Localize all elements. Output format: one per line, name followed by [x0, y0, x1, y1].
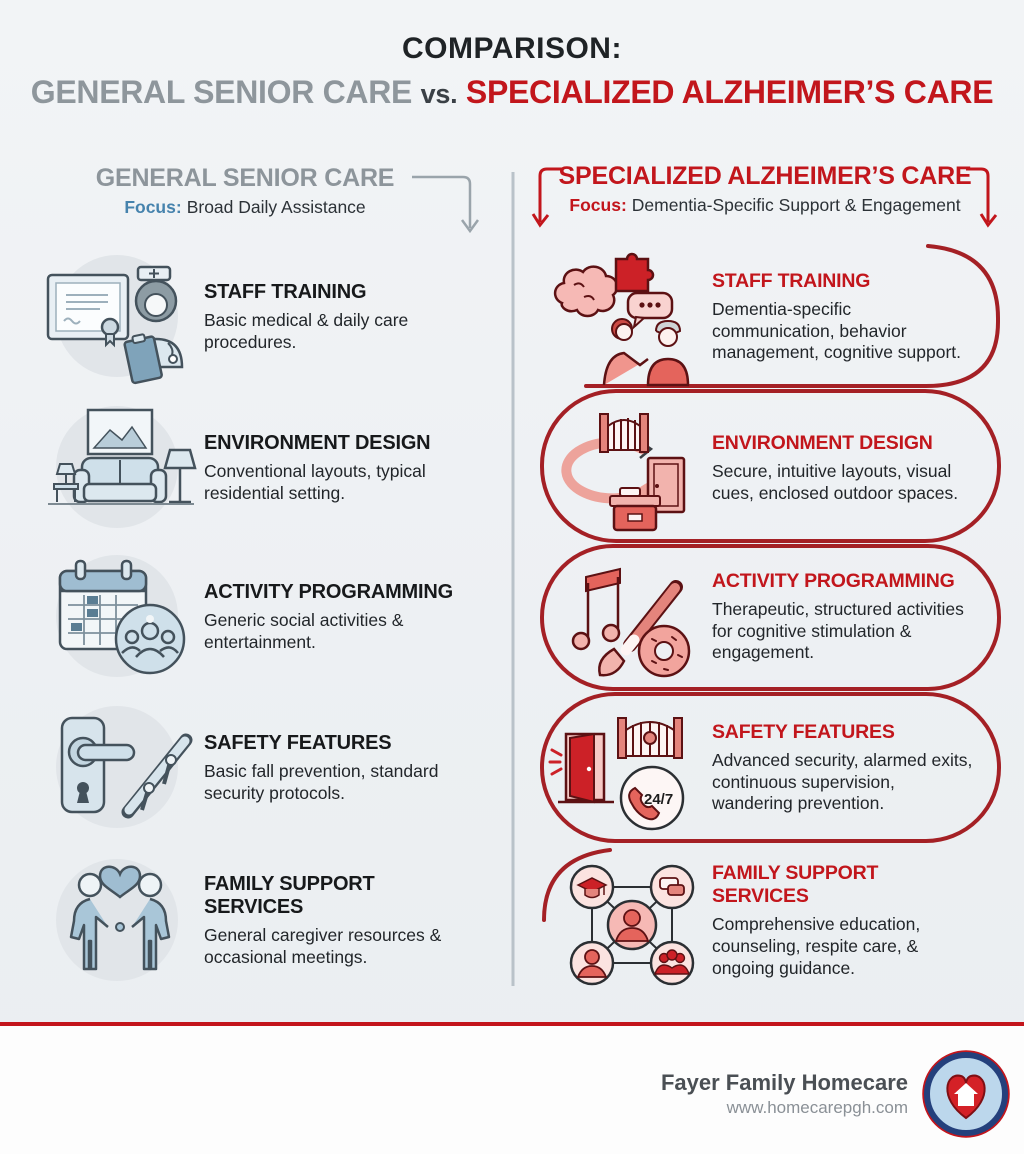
row-title: STAFF TRAINING — [204, 280, 367, 303]
door-handle-handrail-icon — [36, 698, 204, 838]
right-row-staff-training — [544, 243, 1002, 391]
brand-text — [661, 1070, 908, 1119]
row-text: Generic social activities & entertainment. — [204, 609, 404, 652]
certificate-nurse-icon — [36, 247, 204, 387]
right-row-safety-features — [544, 693, 1002, 843]
environment-left-text — [204, 432, 504, 504]
staff-training-right-text — [712, 270, 1002, 364]
left-row-activity-programming — [36, 543, 504, 691]
left-column-header — [30, 163, 460, 218]
activity-left-icon-zone — [36, 547, 204, 687]
staff-training-left-text — [204, 281, 504, 353]
safety-left-icon-zone — [36, 698, 204, 838]
staff-training-right-icon-zone — [544, 247, 712, 387]
family-left-icon-zone — [36, 851, 204, 991]
calendar-group-icon — [36, 547, 204, 687]
left-focus-label: Focus: — [124, 197, 182, 217]
brain-puzzle-communication-icon — [544, 247, 712, 387]
living-room-icon — [36, 398, 204, 538]
row-title: SAFETY FEATURES — [204, 731, 392, 754]
title-vs: vs. — [420, 78, 458, 109]
right-focus-label: Focus: — [569, 195, 627, 215]
right-row-family-support — [544, 845, 1002, 997]
safety-left-text — [204, 732, 504, 804]
left-row-environment-design — [36, 393, 504, 543]
heart-house-logo — [922, 1050, 1010, 1138]
title-comparison: COMPARISON: — [402, 32, 622, 65]
row-text: Advanced security, alarmed exits, continuous supervision, wandering prevention. — [712, 749, 973, 814]
title-versus-line — [0, 74, 1024, 111]
right-row-environment-design — [544, 393, 1002, 543]
staff-training-left-icon-zone — [36, 247, 204, 387]
right-column-heading: SPECIALIZED ALZHEIMER’S CARE — [558, 162, 972, 190]
right-focus-text: Dementia-Specific Support & Engagement — [631, 195, 961, 215]
row-title: FAMILY SUPPORT SERVICES — [712, 862, 879, 908]
left-focus-line — [30, 197, 460, 218]
alarmed-door-gate-phone-icon — [544, 698, 712, 838]
right-row-activity-programming — [544, 543, 1002, 691]
row-title: ACTIVITY PROGRAMMING — [712, 569, 955, 592]
row-text: Secure, intuitive layouts, visual cues, enclosed outdoor spaces. — [712, 460, 959, 503]
activity-right-icon-zone — [544, 547, 712, 687]
left-focus-text: Broad Daily Assistance — [186, 197, 366, 217]
environment-right-text — [712, 432, 1002, 504]
row-text: Therapeutic, structured activities for cognitive stimulation & engagement. — [712, 598, 964, 663]
footer-brand-block — [661, 1050, 1010, 1138]
footer — [0, 1026, 1024, 1154]
row-text: Dementia-specific communication, behavior management, cognitive support. — [712, 298, 962, 363]
activity-left-text — [204, 581, 504, 653]
row-title: ACTIVITY PROGRAMMING — [204, 580, 453, 603]
secure-loop-gate-door-icon — [544, 398, 712, 538]
safety-right-text — [712, 721, 1002, 815]
brand-name: Fayer Family Homecare — [660, 1069, 908, 1095]
activity-right-text — [712, 570, 1002, 664]
page-title — [0, 32, 1024, 110]
row-title: STAFF TRAINING — [712, 269, 871, 292]
row-text: Conventional layouts, typical residential setting. — [204, 460, 426, 503]
row-text: General caregiver resources & occasional meetings. — [204, 925, 442, 967]
safety-right-icon-zone — [544, 698, 712, 838]
right-focus-line — [536, 195, 994, 216]
family-right-icon-zone — [544, 851, 712, 991]
support-network-icon — [544, 851, 712, 991]
environment-left-icon-zone — [36, 398, 204, 538]
music-paintbrush-donut-icon — [544, 547, 712, 687]
row-text: Basic medical & daily care procedures. — [204, 309, 409, 352]
left-row-family-support — [36, 845, 504, 997]
row-text: Comprehensive education, counseling, respite care, & ongoing guidance. — [712, 914, 921, 978]
phone-247-label: 24/7 — [644, 791, 674, 808]
row-text: Basic fall prevention, standard security protocols. — [204, 760, 439, 803]
environment-right-icon-zone — [544, 398, 712, 538]
family-right-text — [712, 862, 1002, 979]
row-title: FAMILY SUPPORT SERVICES — [204, 873, 375, 919]
row-title: SAFETY FEATURES — [712, 720, 895, 743]
row-title: ENVIRONMENT DESIGN — [712, 431, 933, 454]
left-row-staff-training — [36, 243, 504, 391]
people-heart-icon — [36, 851, 204, 991]
row-title: ENVIRONMENT DESIGN — [204, 431, 431, 454]
family-left-text — [204, 873, 504, 968]
title-general-care: GENERAL SENIOR CARE — [30, 73, 413, 110]
title-alzheimers-care: SPECIALIZED ALZHEIMER’S CARE — [465, 73, 994, 110]
right-column-header — [536, 161, 994, 216]
brand-website: www.homecarepgh.com — [726, 1098, 908, 1117]
left-column-heading: GENERAL SENIOR CARE — [95, 164, 395, 192]
left-row-safety-features — [36, 693, 504, 843]
